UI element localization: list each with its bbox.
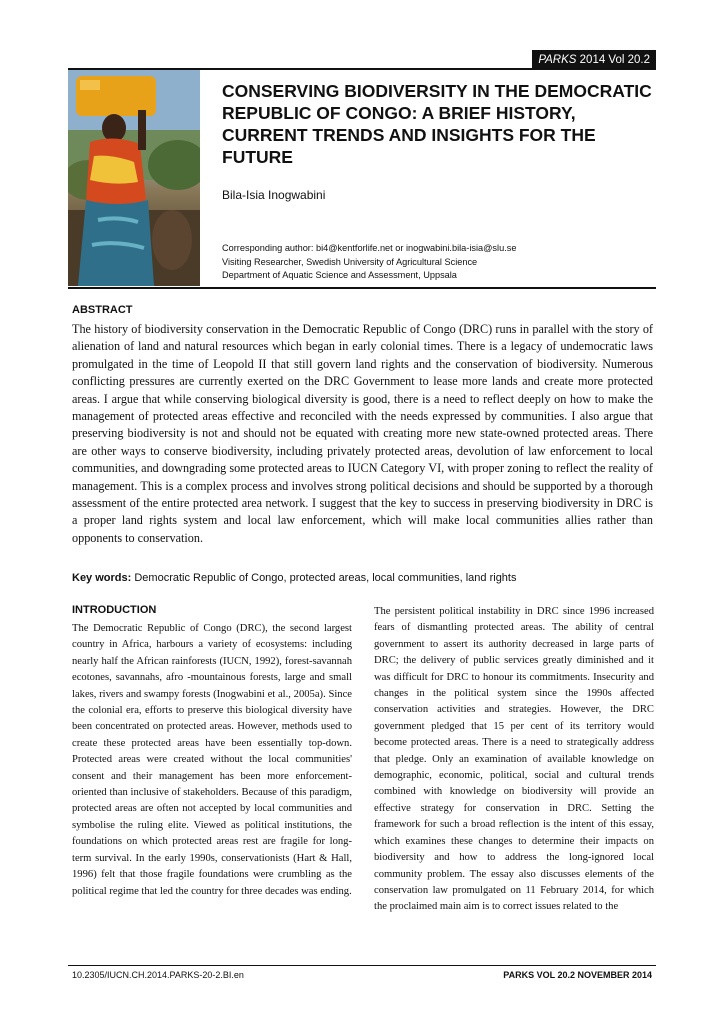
keywords [72, 572, 516, 584]
footer-divider [68, 965, 656, 966]
article-title: CONSERVING BIODIVERSITY IN THE DEMOCRATIC REPUBLIC OF CONGO: A BRIEF HISTORY, CURRENT TRENDS AND INSIGHTS FOR THE FUTURE [222, 81, 652, 167]
cover-photo [68, 70, 200, 286]
abstract-heading: ABSTRACT [72, 304, 133, 316]
author-name: Bila-Isia Inogwabini [222, 188, 326, 202]
affiliation-block [222, 242, 516, 283]
keywords-text: Democratic Republic of Congo, protected areas, local communities, land rights [131, 572, 517, 584]
journal-volume: 2014 Vol 20.2 [576, 54, 650, 66]
footer-issue: PARKS VOL 20.2 NOVEMBER 2014 [503, 970, 652, 980]
abstract-text: The history of biodiversity conservation in the Democratic Republic of Congo (DRC) runs in parallel with the story of alienation of land and natural resources which began in early colonial times. There is a legacy of undemocratic laws promulgated in the time of Leopold II that still govern land rights and the conservation of biodiversity. Numerous conflicting pressures are currently exerted on the DRC Government to lease more lands and create more protected areas. I argue that while conserving biological diversity is good, there is a need to reflect deeply on how to make the management of protected areas effective and reconciled with the needs expressed by communities. I also argue that preserving biodiversity is not and should not be equated with creating more new state-owned protected areas. There are other ways to conserve biodiversity, including privately protected areas, devolution of law enforcement to local communities, and downgrading some protected areas to IUCN Category VI, with proper zoning to reflect the reality of management. This is a complex process and involves strong political decisions and should be supported by a thorough assessment of the entire protected area network. I suggest that the key to success in preserving biodiversity in DRC is a proper land rights system and local law enforcement, which will make local communities allies rather than opponents to conservation. [72, 322, 653, 545]
corresponding-author: Corresponding author: bi4@kentforlife.net or inogwabini.bila-isia@slu.se [222, 243, 517, 253]
footer-doi: 10.2305/IUCN.CH.2014.PARKS-20-2.BI.en [72, 970, 244, 980]
introduction-left-column: The Democratic Republic of Congo (DRC), the second largest country in Africa, harbours a variety of ecosystems: including nearly half the African rainforests (IUCN, 1992), forest-savannah ecotones, savannahs, afro -mountainous forests, large and small lakes, rivers and swampy forests (Inogwabini et al., 2005a). Since the colonial era, efforts to preserve this biological diversity have been concentrated on protected areas. However, methods used to create these protected areas have been essentially top-down. Protected areas were created without the local communities' consent and their management has been more enforcement-oriented than inclusive of stakeholders. Because of this paradigm, protected areas are often not accepted by local communities and symbolise the ruling elite. Viewed as political institutions, the foundations on which protected areas rest are fragile for long-term survival. In the early 1990s, conservationists (Hart & Hall, 1996) felt that those fragile foundations were crumbling as the political regime that led the country for three decades was ending. [72, 623, 352, 897]
journal-badge [532, 50, 656, 70]
affiliation-line-2: Visiting Researcher, Swedish University of Agricultural Science [222, 256, 478, 267]
woman-carrying-container-photo-icon [68, 70, 200, 286]
introduction-heading: INTRODUCTION [72, 604, 157, 616]
keywords-label: Key words: [72, 572, 132, 584]
journal-name: PARKS [538, 54, 577, 66]
affiliation-line-3: Department of Aquatic Science and Assessment, Uppsala [222, 270, 457, 280]
header-bottom-divider [68, 287, 656, 289]
introduction-right-column: The persistent political instability in DRC since 1996 increased fears of dismantling protected areas. The ability of central government to assert its authority decreased in large parts of DRC; the delivery of public services greatly diminished and it was difficult for DRC to honour its commitments. Insecurity and changes in the political system since the 1990s affected conservation activities and strategies. However, the DRC government pledged that 15 per cent of its territory would become protected areas. There is a need to strategically address that pledge. Only an examination of available knowledge on demographic, economic, political, social and cultural trends combined with knowledge on biodiversity will provide an effective strategy for conservation in DRC. Setting the framework for such a broad reflection is the intent of this essay, which examines these changes to determine their impacts on biodiversity and how to address the long-ignored local community problem. The essay also discusses elements of the conservation law promulgated on 11 February 2014, for which the proclaimed main aim is to correct issues related to the [374, 606, 654, 913]
